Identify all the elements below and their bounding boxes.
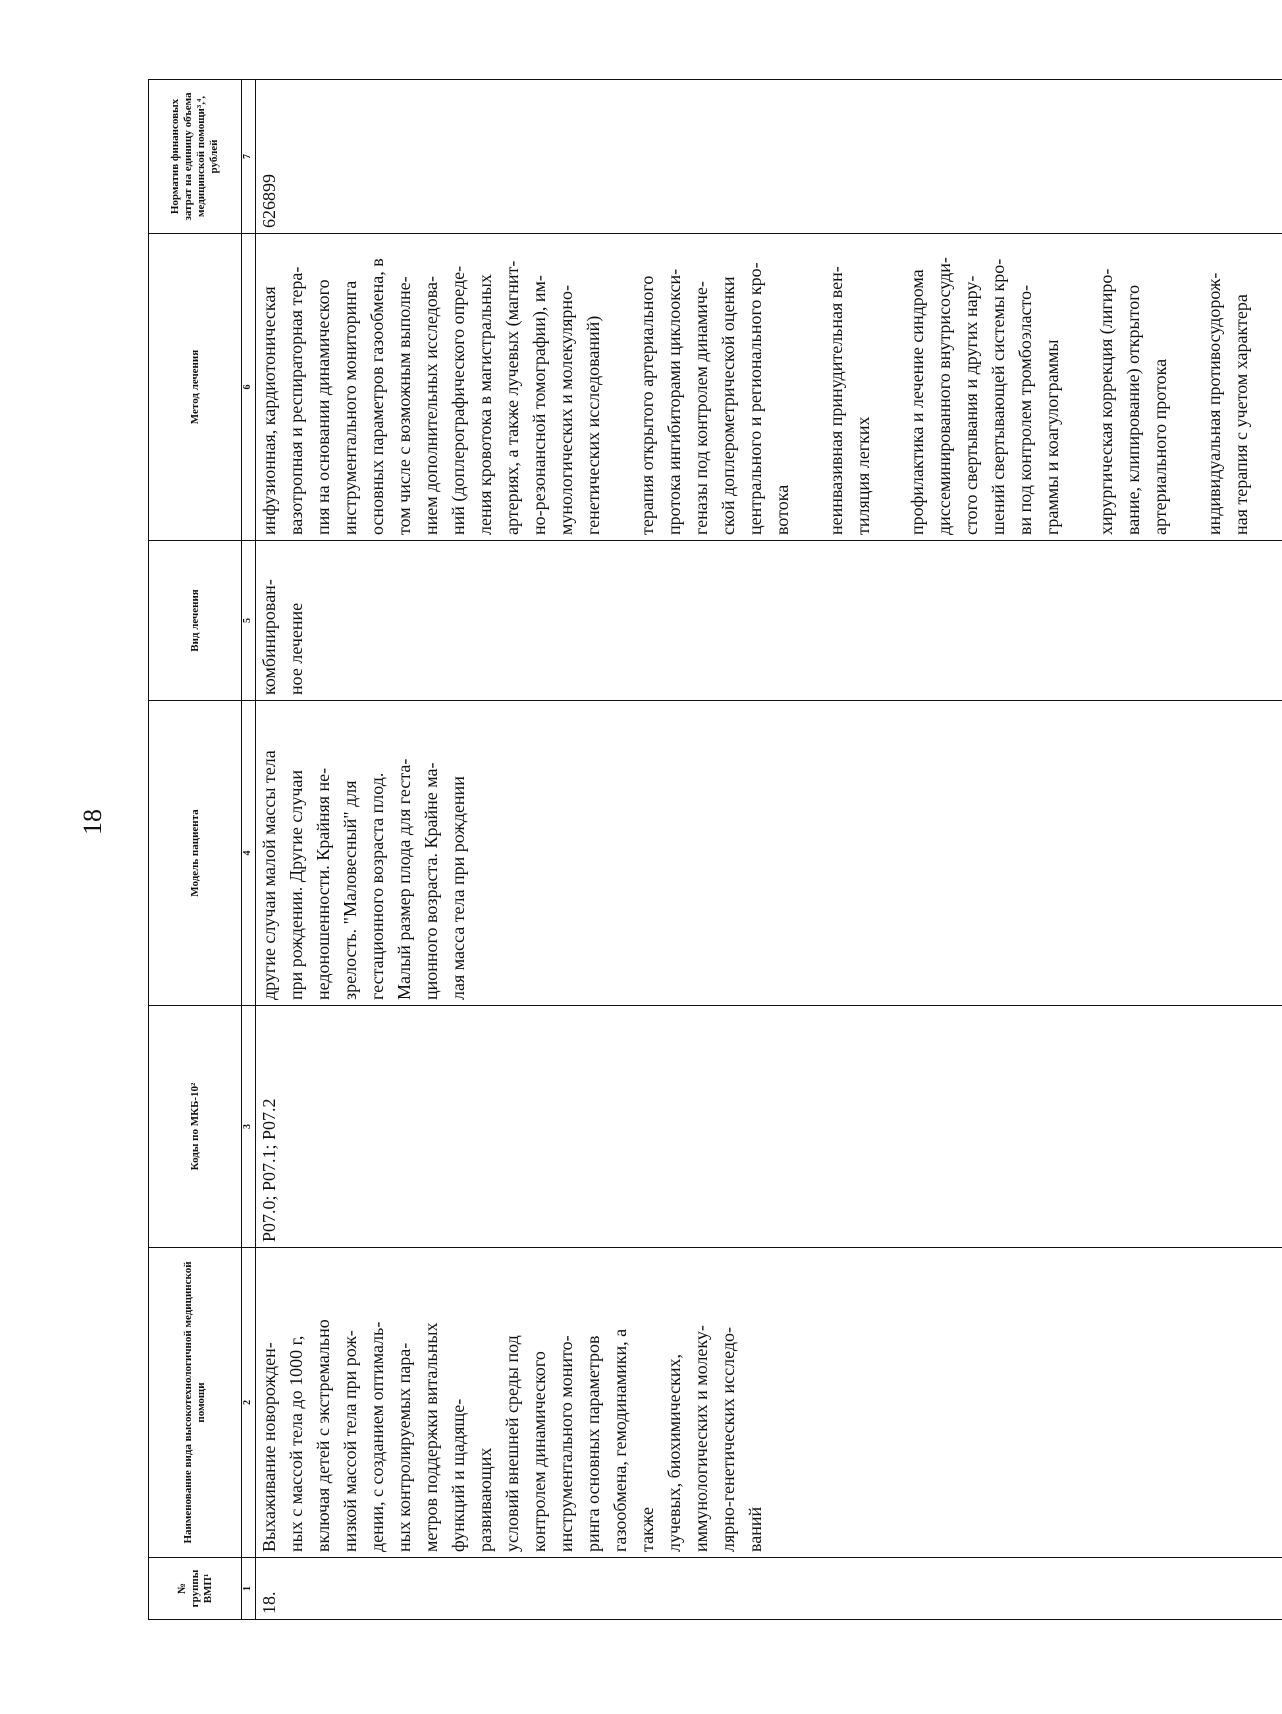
- method-item: терапия открытого артериального протока ингибиторами циклоокси- геназы под контролем динамиче- ской доплерометрической оценки центрального и регионального кро- вотока: [637, 262, 792, 535]
- column-number: 5: [242, 541, 256, 701]
- rotated-table-wrapper: [148, 80, 1251, 1620]
- header-treatment-type: Вид лечения: [149, 541, 242, 701]
- column-number: 6: [242, 234, 256, 541]
- page-number: 18: [78, 809, 107, 835]
- method-item: хирургическая коррекция (лигиро- вание, клипирование) открытого артериального протока: [1096, 268, 1170, 535]
- header-patient-model: Модель пациента: [149, 701, 242, 1006]
- treatment-type-cell: комбинирован- ное лечение: [256, 541, 1282, 701]
- header-cost-norm: Норматив финансовых затрат на единицу объема медицинской помощи³,⁴, рублей: [149, 80, 242, 234]
- method-item: индивидуальная противосудорож- ная терапия с учетом характера: [1204, 272, 1251, 535]
- method-item: инфузионная, кардиотоническая вазотропная и респираторная тера- пия на основании динамического инструментального мониторинга основных параметров газообмена, в том числе с возможным выполне- нием дополнительных исследова- ний (доплерографического опреде- ления кровотока в магистральных артериях, а также лучевых (магнит- но-резонансной томографии), им- мунологических и молекулярно- генетических исследований): [259, 258, 603, 535]
- method-item: профилактика и лечение синдрома диссеминированного внутрисосуди- стого свертывания и других нару- шений свертывающей системы кро- ви под контролем тромбоэласто- граммы и коагулограммы: [907, 257, 1062, 535]
- treatment-method-cell: [256, 234, 1282, 541]
- method-item: неинвазивная принудительная вен- тиляция легких: [826, 266, 873, 535]
- cost-cell: 626899: [256, 80, 1282, 234]
- column-number: 1: [242, 1558, 256, 1620]
- column-number: 3: [242, 1006, 256, 1248]
- vmp-table: [148, 79, 1282, 1620]
- group-number-cell: 18.: [256, 1558, 1282, 1620]
- patient-model-cell: другие случаи малой массы тела при рождении. Другие случаи недоношенности. Крайняя не- зрелость. "Маловесный" для гестационного возраста плод. Малый размер плода для геста- ционного возраста. Крайне ма- лая масса тела при рождении: [256, 701, 1282, 1006]
- column-number-row: [242, 80, 256, 1620]
- header-group-number: № группы ВМП¹: [149, 1558, 242, 1620]
- column-number: 7: [242, 80, 256, 234]
- header-icd-codes: Коды по МКБ-10²: [149, 1006, 242, 1248]
- column-number: 4: [242, 701, 256, 1006]
- header-treatment-method: Метод лечения: [149, 234, 242, 541]
- header-vmp-name: Наименование вида высокотехнологичной медицинской помощи: [149, 1248, 242, 1558]
- column-number: 2: [242, 1248, 256, 1558]
- table-header-row: [149, 80, 242, 1620]
- table-row: [256, 80, 1282, 1620]
- icd-codes-cell: P07.0; P07.1; P07.2: [256, 1006, 1282, 1248]
- vmp-name-cell: Выхаживание новорожден- ных с массой тела до 1000 г, включая детей с экстремально низкой массой тела при рож- дении, с созданием оптималь- ных контролируемых пара- метров поддержки витальных функций и щадяще- развивающих условий внешней среды под контролем динамического инструментального монито- ринга основных параметров газообмена, гемодинамики, а также лучевых, биохимических, иммунологических и молеку- лярно-генетических исследо- ваний: [256, 1248, 1282, 1558]
